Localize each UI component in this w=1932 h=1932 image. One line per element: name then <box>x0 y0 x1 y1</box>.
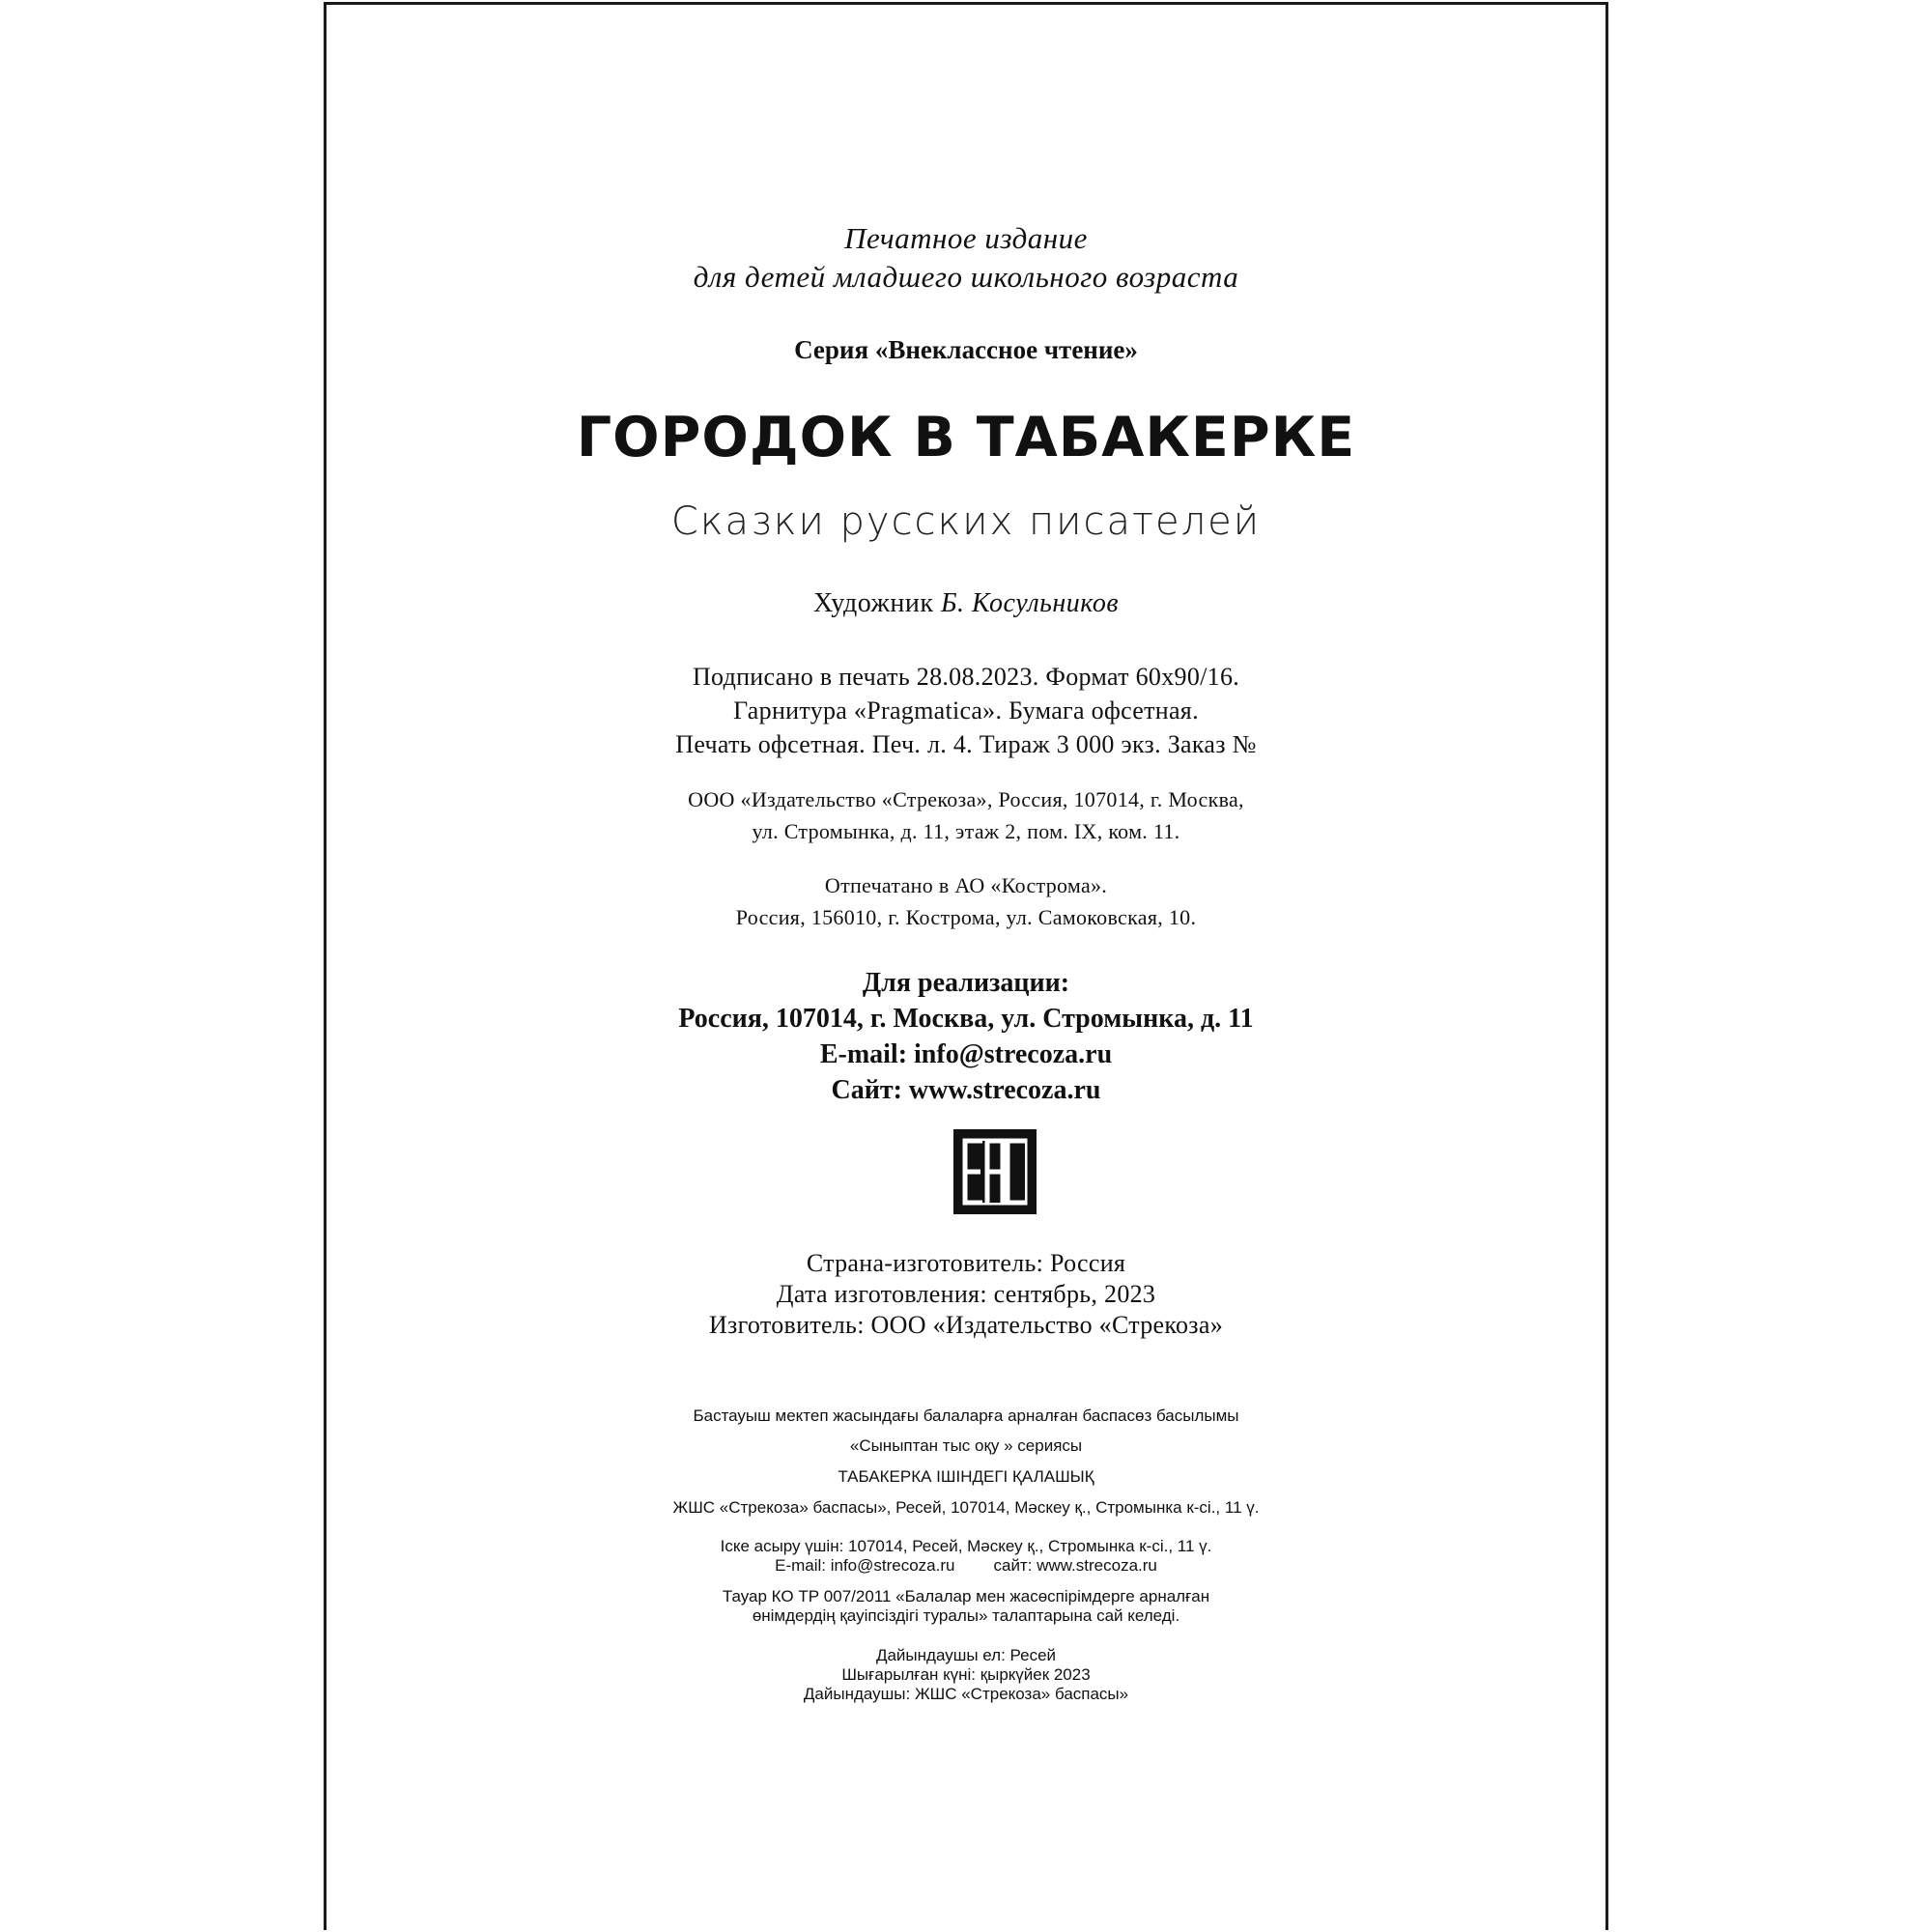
series-title: Серия «Внеклассное чтение» <box>794 335 1138 364</box>
country-of-origin: Страна-изготовитель: Россия <box>806 1249 1126 1277</box>
eac-certification-mark <box>953 1129 1037 1214</box>
kz-series-line: «Сыныптан тыс оқу » сериясы <box>849 1436 1083 1455</box>
kz-site: сайт: www.strecoza.ru <box>993 1556 1157 1575</box>
imprint-page <box>324 2 1608 1930</box>
kz-publisher-line: ЖШС «Стрекоза» баспасы», Ресей, 107014, Мәскеу қ., Стромынка к-сі., 11 ү. <box>672 1498 1260 1517</box>
book-title: ГОРОДОК В ТАБАКЕРКЕ <box>576 406 1356 469</box>
kz-contacts-line <box>327 1556 1605 1576</box>
kz-title-line: ТАБАКЕРКА ІШІНДЕГІ ҚАЛАШЫҚ <box>838 1467 1094 1486</box>
edition-line-2: для детей младшего школьного возраста <box>693 260 1239 294</box>
sales-website: Сайт: www.strecoza.ru <box>831 1075 1101 1105</box>
kz-compliance-line-2: өнімдердің қауіпсіздігі туралы» талаптарына сай келеді. <box>752 1606 1180 1625</box>
artist-prefix: Художник <box>813 588 941 618</box>
print-details-line-3: Печать офсетная. Печ. л. 4. Тираж 3 000 экз. Заказ № <box>675 730 1257 758</box>
kz-compliance-line-1: Тауар КО ТР 007/2011 «Балалар мен жасөспірімдерге арналған <box>722 1587 1210 1605</box>
print-details-line-1: Подписано в печать 28.08.2023. Формат 60х90/16. <box>692 663 1240 691</box>
publisher-address-line-2: ул. Стромынка, д. 11, этаж 2, пом. IX, ком. 11. <box>752 819 1180 843</box>
sales-email: E-mail: info@strecoza.ru <box>819 1039 1113 1069</box>
kz-edition-line: Бастауыш мектеп жасындағы балаларға арналған баспасөз басылымы <box>693 1406 1239 1425</box>
kz-manufacturer-line: Дайындаушы: ЖШС «Стрекоза» баспасы» <box>803 1685 1129 1703</box>
manufacturer: Изготовитель: ООО «Издательство «Стрекоза» <box>708 1311 1224 1339</box>
artist-credit <box>327 588 1605 619</box>
printer-line-1: Отпечатано в АО «Кострома». <box>824 873 1108 897</box>
book-subtitle: Сказки русских писателей <box>670 499 1262 544</box>
sales-address: Россия, 107014, г. Москва, ул. Стромынка, д. 11 <box>678 1004 1254 1034</box>
edition-line-1: Печатное издание <box>844 221 1088 255</box>
kz-sales-line: Іске асыру үшін: 107014, Ресей, Мәскеу қ., Стромынка к-сі., 11 ү. <box>720 1537 1212 1555</box>
kz-email: E-mail: info@strecoza.ru <box>775 1556 955 1575</box>
artist-name: Б. Косульников <box>940 588 1119 618</box>
printer-line-2: Россия, 156010, г. Кострома, ул. Самоковская, 10. <box>735 905 1197 929</box>
kz-date-line: Шығарылған күні: қыркүйек 2023 <box>841 1665 1091 1684</box>
print-details-line-2: Гарнитура «Pragmatica». Бумага офсетная. <box>733 696 1199 724</box>
publisher-address-line-1: ООО «Издательство «Стрекоза», Россия, 107014, г. Москва, <box>688 787 1244 811</box>
manufacture-date: Дата изготовления: сентябрь, 2023 <box>776 1280 1156 1308</box>
sales-heading: Для реализации: <box>862 968 1070 998</box>
kz-country-line: Дайындаушы ел: Ресей <box>875 1646 1057 1664</box>
